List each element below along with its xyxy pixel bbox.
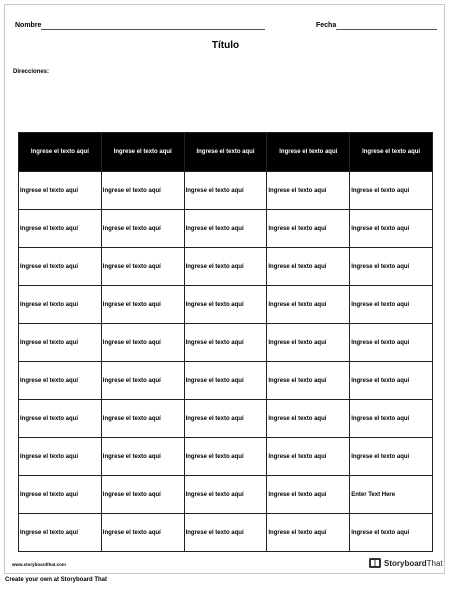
table-cell[interactable]: Ingrese el texto aquí	[267, 210, 350, 248]
table-row	[19, 248, 433, 286]
table-header-row	[19, 133, 433, 172]
table-row	[19, 324, 433, 362]
table-cell[interactable]: Ingrese el texto aquí	[19, 210, 102, 248]
worksheet-table	[18, 132, 433, 552]
table-cell[interactable]: Ingrese el texto aquí	[267, 172, 350, 210]
table-cell[interactable]: Ingrese el texto aquí	[19, 286, 102, 324]
table-cell[interactable]: Ingrese el texto aquí	[350, 210, 433, 248]
table-header-cell[interactable]: Ingrese el texto aquí	[101, 133, 184, 172]
table-cell[interactable]: Ingrese el texto aquí	[350, 248, 433, 286]
table-cell[interactable]: Ingrese el texto aquí	[350, 286, 433, 324]
table-cell[interactable]: Ingrese el texto aquí	[101, 172, 184, 210]
table-cell[interactable]: Ingrese el texto aquí	[19, 476, 102, 514]
table-header-cell[interactable]: Ingrese el texto aquí	[184, 133, 267, 172]
table-cell[interactable]: Ingrese el texto aquí	[350, 362, 433, 400]
table-cell[interactable]: Ingrese el texto aquí	[19, 438, 102, 476]
table-cell[interactable]: Ingrese el texto aquí	[350, 438, 433, 476]
date-label: Fecha	[316, 22, 337, 29]
table-cell[interactable]: Ingrese el texto aquí	[19, 172, 102, 210]
table-cell[interactable]: Ingrese el texto aquí	[101, 476, 184, 514]
table-header-cell[interactable]: Ingrese el texto aquí	[19, 133, 102, 172]
table-row	[19, 400, 433, 438]
table-cell[interactable]: Ingrese el texto aquí	[184, 362, 267, 400]
date-field[interactable]	[336, 29, 437, 30]
logo-text: StoryboardThat	[384, 558, 443, 568]
table-cell[interactable]: Ingrese el texto aquí	[184, 324, 267, 362]
storyboard-logo-icon	[369, 558, 381, 568]
table-cell[interactable]: Ingrese el texto aquí	[267, 286, 350, 324]
table-cell[interactable]: Ingrese el texto aquí	[19, 362, 102, 400]
table-cell[interactable]: Ingrese el texto aquí	[19, 400, 102, 438]
table-cell[interactable]: Ingrese el texto aquí	[267, 438, 350, 476]
footer-url[interactable]: www.storyboardthat.com	[12, 562, 66, 567]
table-cell[interactable]: Ingrese el texto aquí	[267, 400, 350, 438]
table-cell[interactable]: Ingrese el texto aquí	[19, 248, 102, 286]
page-title[interactable]: Título	[211, 40, 240, 51]
table-cell[interactable]: Ingrese el texto aquí	[184, 514, 267, 552]
table-row	[19, 438, 433, 476]
table-cell[interactable]: Ingrese el texto aquí	[184, 210, 267, 248]
table-cell[interactable]: Ingrese el texto aquí	[184, 476, 267, 514]
table-header-cell[interactable]: Ingrese el texto aquí	[350, 133, 433, 172]
table-row	[19, 476, 433, 514]
name-field[interactable]	[41, 29, 265, 30]
name-label: Nombre	[15, 22, 42, 29]
directions-label[interactable]: Direcciones:	[13, 69, 50, 75]
table-cell[interactable]: Ingrese el texto aquí	[101, 400, 184, 438]
table-cell[interactable]: Ingrese el texto aquí	[19, 514, 102, 552]
table-cell[interactable]: Ingrese el texto aquí	[184, 438, 267, 476]
table-cell[interactable]: Ingrese el texto aquí	[267, 514, 350, 552]
table-cell[interactable]: Ingrese el texto aquí	[101, 362, 184, 400]
table-cell[interactable]: Ingrese el texto aquí	[101, 210, 184, 248]
table-cell[interactable]: Ingrese el texto aquí	[101, 248, 184, 286]
table-cell[interactable]: Ingrese el texto aquí	[184, 172, 267, 210]
table-row	[19, 514, 433, 552]
table-cell[interactable]: Ingrese el texto aquí	[350, 172, 433, 210]
table-cell[interactable]: Ingrese el texto aquí	[267, 324, 350, 362]
storyboardthat-logo[interactable]	[369, 558, 443, 568]
table-cell[interactable]: Ingrese el texto aquí	[19, 324, 102, 362]
table-cell[interactable]: Enter Text Here	[350, 476, 433, 514]
table-header-cell[interactable]: Ingrese el texto aquí	[267, 133, 350, 172]
table-row	[19, 172, 433, 210]
table-cell[interactable]: Ingrese el texto aquí	[101, 286, 184, 324]
table-cell[interactable]: Ingrese el texto aquí	[101, 324, 184, 362]
table-cell[interactable]: Ingrese el texto aquí	[101, 438, 184, 476]
table-cell[interactable]: Ingrese el texto aquí	[350, 514, 433, 552]
table-cell[interactable]: Ingrese el texto aquí	[101, 514, 184, 552]
table-row	[19, 210, 433, 248]
table-cell[interactable]: Ingrese el texto aquí	[184, 400, 267, 438]
table-cell[interactable]: Ingrese el texto aquí	[350, 400, 433, 438]
table-cell[interactable]: Ingrese el texto aquí	[184, 248, 267, 286]
table-row	[19, 286, 433, 324]
table-cell[interactable]: Ingrese el texto aquí	[350, 324, 433, 362]
worksheet-page	[4, 4, 445, 574]
create-your-own-link[interactable]: Create your own at Storyboard That	[5, 577, 108, 583]
table-cell[interactable]: Ingrese el texto aquí	[267, 362, 350, 400]
table-cell[interactable]: Ingrese el texto aquí	[267, 476, 350, 514]
table-cell[interactable]: Ingrese el texto aquí	[267, 248, 350, 286]
table-cell[interactable]: Ingrese el texto aquí	[184, 286, 267, 324]
table-body	[19, 172, 433, 552]
table-row	[19, 362, 433, 400]
